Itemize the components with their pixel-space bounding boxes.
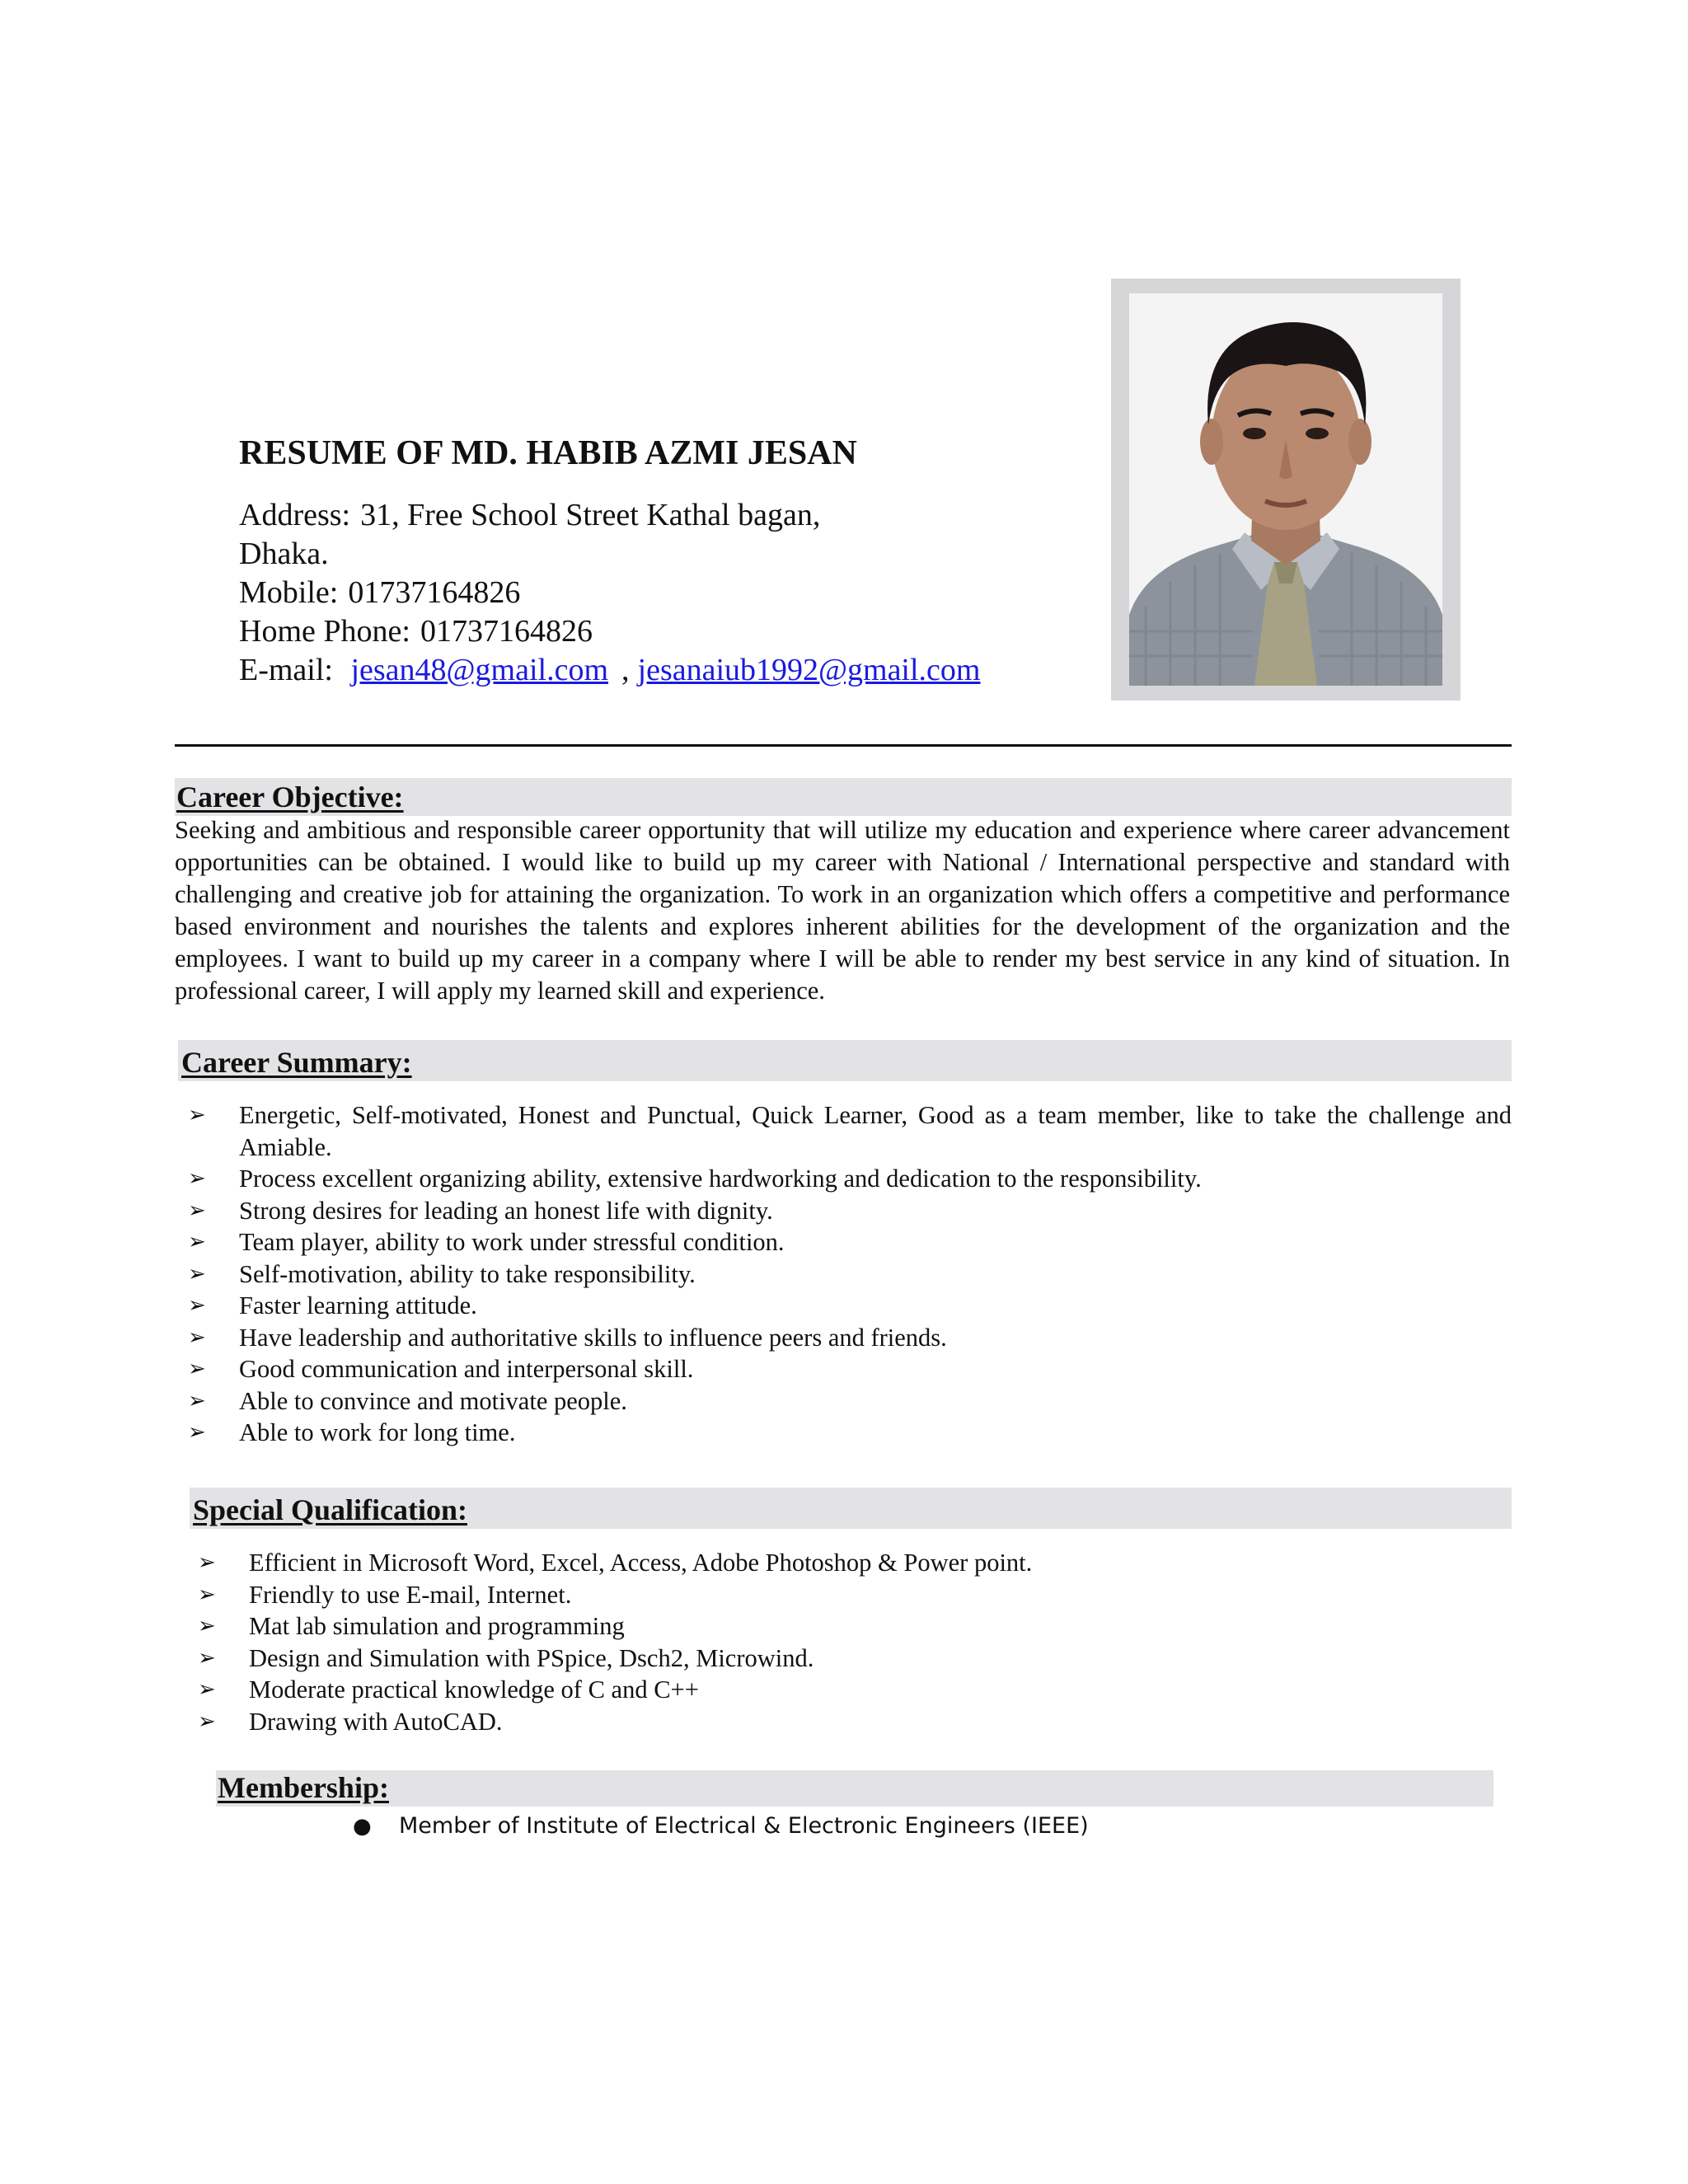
list-item: ➢ Mat lab simulation and programming bbox=[198, 1610, 1352, 1643]
arrowhead-bullet-icon: ➢ bbox=[188, 1293, 206, 1318]
career-summary-list bbox=[188, 1099, 1512, 1449]
list-item: ➢ Able to work for long time. bbox=[188, 1417, 1512, 1449]
arrowhead-bullet-icon: ➢ bbox=[188, 1166, 206, 1191]
career-summary-heading-band bbox=[178, 1040, 1512, 1081]
bullet-dot-icon: ● bbox=[353, 1814, 372, 1839]
career-objective-heading-band bbox=[175, 778, 1512, 816]
arrowhead-bullet-icon: ➢ bbox=[188, 1324, 206, 1350]
resume-header bbox=[239, 429, 1063, 690]
list-item: ➢ Strong desires for leading an honest life with dignity. bbox=[188, 1195, 1512, 1227]
list-item: ➢ Efficient in Microsoft Word, Excel, Access, Adobe Photoshop & Power point. bbox=[198, 1547, 1352, 1579]
arrowhead-bullet-icon: ➢ bbox=[198, 1582, 216, 1607]
arrowhead-bullet-icon: ➢ bbox=[198, 1645, 216, 1671]
special-qualification-heading-band bbox=[190, 1488, 1512, 1529]
career-summary-heading: Career Summary: bbox=[181, 1046, 412, 1079]
arrowhead-bullet-icon: ➢ bbox=[198, 1614, 216, 1638]
list-item: ● Member of Institute of Electrical & Electronic Engineers (IEEE) bbox=[353, 1810, 1342, 1843]
membership-list bbox=[353, 1810, 1342, 1843]
list-item: ➢ Faster learning attitude. bbox=[188, 1290, 1512, 1322]
membership-heading: Membership: bbox=[218, 1771, 389, 1804]
list-item: ➢ Good communication and interpersonal skill. bbox=[188, 1353, 1512, 1385]
address-value: 31, Free School Street Kathal bagan, bbox=[360, 498, 821, 532]
resume-title: RESUME OF MD. HABIB AZMI JESAN bbox=[239, 434, 857, 472]
email-line bbox=[239, 651, 1063, 690]
email-link-secondary[interactable]: jesanaiub1992@gmail.com bbox=[637, 653, 981, 687]
profile-photo bbox=[1129, 293, 1442, 686]
list-item: ➢ Energetic, Self-motivated, Honest and Punctual, Quick Learner, Good as a team member, like to take the challenge and Amiable. bbox=[188, 1101, 1512, 1161]
header-divider bbox=[175, 744, 1512, 747]
home-phone-value: 01737164826 bbox=[420, 614, 593, 649]
home-phone-line bbox=[239, 612, 1063, 651]
list-item: ➢ Process excellent organizing ability, extensive hardworking and dedication to the responsibility. bbox=[188, 1163, 1512, 1195]
portrait-photo bbox=[1129, 293, 1442, 686]
special-qualification-heading: Special Qualification: bbox=[193, 1493, 467, 1526]
list-item: ➢ Friendly to use E-mail, Internet. bbox=[198, 1579, 1352, 1611]
email-link-primary[interactable]: jesan48@gmail.com bbox=[350, 653, 609, 687]
list-item: ➢ Self-motivation, ability to take responsibility. bbox=[188, 1258, 1512, 1291]
arrowhead-bullet-icon: ➢ bbox=[188, 1261, 206, 1286]
mobile-value: 01737164826 bbox=[348, 575, 521, 610]
address-city-line: Dhaka. bbox=[239, 537, 329, 571]
arrowhead-bullet-icon: ➢ bbox=[188, 1197, 206, 1223]
arrowhead-bullet-icon: ➢ bbox=[188, 1388, 206, 1413]
arrowhead-bullet-icon: ➢ bbox=[198, 1677, 216, 1702]
home-phone-label: Home Phone: bbox=[239, 614, 410, 649]
list-item: ➢ Design and Simulation with PSpice, Dsch2, Microwind. bbox=[198, 1643, 1352, 1675]
career-objective-heading: Career Objective: bbox=[176, 780, 404, 813]
arrowhead-bullet-icon: ➢ bbox=[198, 1550, 216, 1575]
arrowhead-bullet-icon: ➢ bbox=[188, 1357, 206, 1381]
arrowhead-bullet-icon: ➢ bbox=[188, 1420, 206, 1445]
list-item: ➢ Have leadership and authoritative skills to influence peers and friends. bbox=[188, 1322, 1512, 1354]
arrowhead-bullet-icon: ➢ bbox=[188, 1103, 206, 1127]
list-item: ➢ Able to convince and motivate people. bbox=[188, 1385, 1512, 1418]
list-item: ➢ Team player, ability to work under stressful condition. bbox=[188, 1226, 1512, 1258]
address-label: Address: bbox=[239, 498, 351, 532]
list-item: ➢ Moderate practical knowledge of C and C++ bbox=[198, 1674, 1352, 1706]
email-label: E-mail: bbox=[239, 653, 333, 687]
arrowhead-bullet-icon: ➢ bbox=[198, 1708, 216, 1734]
address-line bbox=[239, 496, 1063, 535]
career-objective-text: Seeking and ambitious and responsible career opportunity that will utilize my education and experience where career advancement opportunities can be obtained. I would like to build up my career with National / International perspective and standard with challenging and creative job for attaining the organization. To work in an organization which offers a competitive and performance based environment and nourishes the talents and explores inherent abilities for the development of the organization and the employees. I want to build up my career in a company where I will be able to render my best service in any kind of situation. In professional career, I will apply my learned skill and experience. bbox=[175, 816, 1510, 1005]
mobile-label: Mobile: bbox=[239, 575, 339, 610]
profile-photo-frame bbox=[1111, 279, 1461, 701]
mobile-line bbox=[239, 574, 1063, 612]
special-qualification-list bbox=[198, 1547, 1352, 1737]
list-item: ➢ Drawing with AutoCAD. bbox=[198, 1706, 1352, 1738]
arrowhead-bullet-icon: ➢ bbox=[188, 1230, 206, 1254]
membership-heading-band bbox=[216, 1770, 1493, 1807]
email-separator: , bbox=[621, 653, 630, 687]
